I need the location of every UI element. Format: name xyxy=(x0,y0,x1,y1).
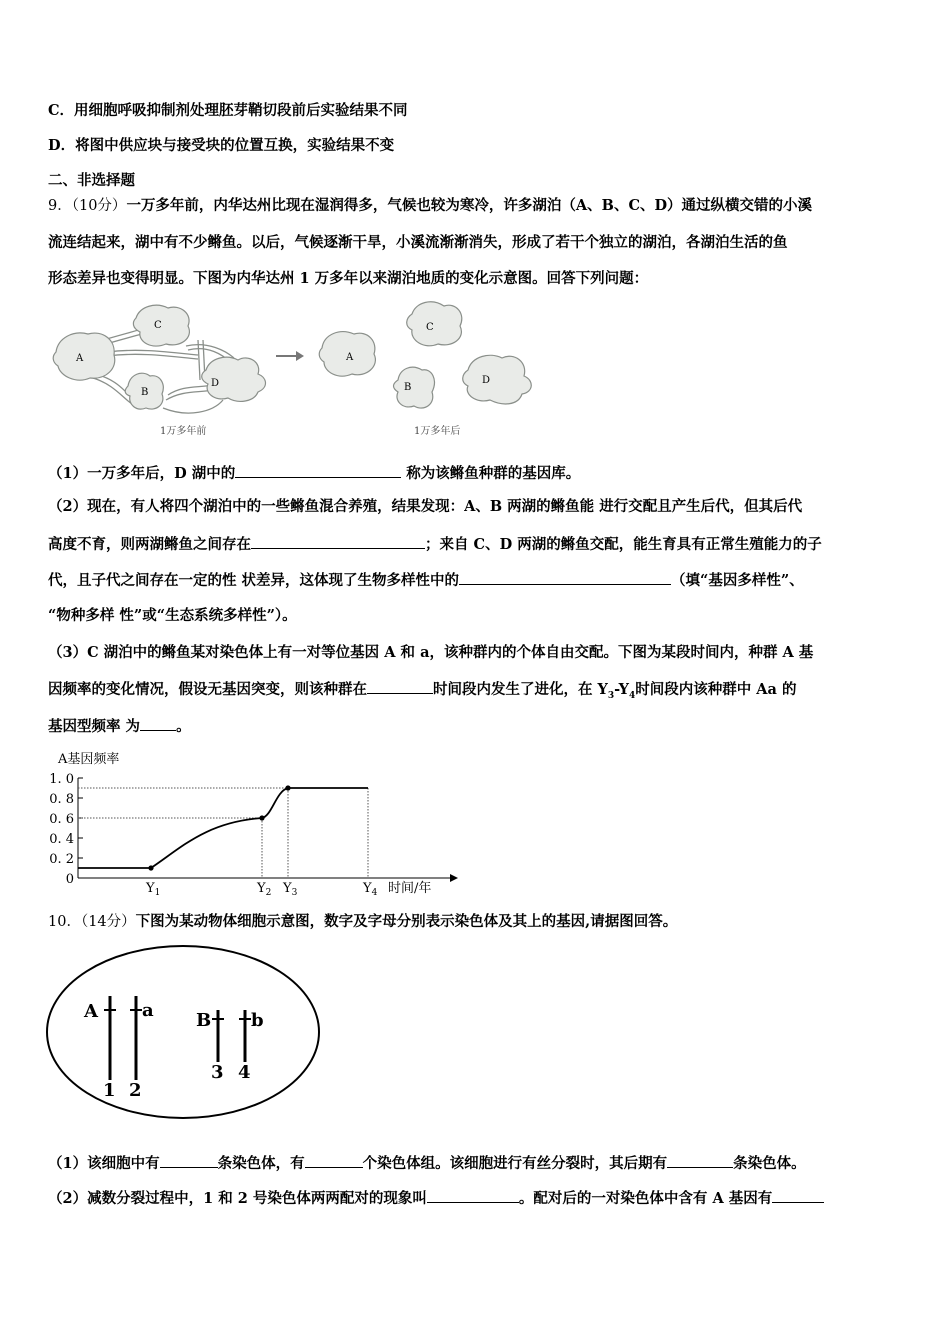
q9-part3-line1: （3）C 湖泊中的鳉鱼某对染色体上有一对等位基因 A 和 a，该种群内的个体自由交配。下图为某段时间内，种群 A 基 xyxy=(48,644,814,661)
answer-blank[interactable] xyxy=(427,1188,519,1203)
gene-label-a-dominant: A xyxy=(84,1001,98,1022)
q10-score: （14分） xyxy=(80,914,136,930)
y-tick-label: 0 xyxy=(65,872,74,887)
q10-part2: （2）减数分裂过程中，1 和 2 号染色体两两配对的现象叫 。配对后的一对染色体中含有 A 基因有 xyxy=(48,1188,824,1209)
answer-blank[interactable] xyxy=(667,1153,733,1168)
answer-blank[interactable] xyxy=(459,570,671,585)
option-d: D．将图中供应块与接受块的位置互换，实验结果不变 xyxy=(48,137,395,154)
answer-blank[interactable] xyxy=(140,716,176,731)
cell-outline xyxy=(47,946,319,1118)
answer-blank[interactable] xyxy=(251,534,425,549)
caption-before: 1万多年前 xyxy=(160,426,207,437)
lake-label-d-before: D xyxy=(211,378,220,389)
answer-blank[interactable] xyxy=(160,1153,218,1168)
y-tick-label: 0. 4 xyxy=(49,832,74,847)
q9-stem-line1: 9．（10分）一万多年前，内华达州比现在湿润得多，气候也较为寒冷，许多湖泊（A、B、C、D）通过纵横交错的小溪 xyxy=(48,197,813,214)
section-title: 二、非选择题 xyxy=(48,172,135,189)
x-tick-label: $Y_4$ xyxy=(363,881,378,896)
q9-part2-line3: 代，且子代之间存在一定的性 状差异，这体现了生物多样性中的 （填“基因多样性”、 xyxy=(48,572,804,589)
data-point xyxy=(285,785,290,790)
q9-part2-line4: “物种多样 性”或“生态系统多样性”）。 xyxy=(48,607,297,624)
q9-part2-line1: （2）现在，有人将四个湖泊中的一些鳉鱼混合养殖，结果发现：A、B 两湖的鳉鱼能 进行交配且产生后代，但其后代 xyxy=(48,498,803,515)
q10-stem: 10．（14分）下图为某动物体细胞示意图，数字及字母分别表示染色体及其上的基因,请据图回答。 xyxy=(48,913,678,930)
chromosome-number-2: 2 xyxy=(129,1080,142,1101)
lake-b-after xyxy=(394,367,435,408)
caption-after: 1万多年后 xyxy=(414,426,461,437)
y-tick-label: 0. 6 xyxy=(49,812,74,827)
x-axis-arrow-icon xyxy=(450,874,458,882)
lake-label-c-before: C xyxy=(154,320,162,331)
option-c: C．用细胞呼吸抑制剂处理胚芽鞘切段前后实验结果不同 xyxy=(48,102,408,119)
q9-stem-line2: 流连结起来，湖中有不少鳉鱼。以后，气候逐渐干旱，小溪流渐渐消失，形成了若干个独立的湖泊，各湖泊生活的鱼 xyxy=(48,234,788,251)
gene-frequency-chart xyxy=(48,744,468,896)
answer-blank[interactable] xyxy=(772,1188,824,1203)
arrow-icon xyxy=(276,351,304,361)
q10-part1: （1）该细胞中有 条染色体，有 个染色体组。该细胞进行有丝分裂时，其后期有 条染色体。 xyxy=(48,1155,806,1172)
x-tick-label: $Y_1$ xyxy=(146,881,161,896)
x-tick-label: $Y_2$ xyxy=(257,881,272,896)
cell-figure xyxy=(44,940,324,1130)
lake-label-a-before: A xyxy=(76,353,84,364)
y-tick-label: 0. 8 xyxy=(49,792,74,807)
q9-part3-line2: 因频率的变化情况，假设无基因突变，则该种群在 时间段内发生了进化，在 $Y_3-Y_4$时间段内该种群中 Aa 的 xyxy=(48,681,797,701)
lake-label-b-after: B xyxy=(404,382,412,393)
lake-figure xyxy=(48,300,548,445)
chart-ylabel: A基因频率 xyxy=(58,752,120,767)
gene-label-a-recessive: a xyxy=(142,1000,154,1021)
answer-blank[interactable] xyxy=(305,1153,363,1168)
chromosome-number-1: 1 xyxy=(103,1080,116,1101)
lake-label-a-after: A xyxy=(346,352,354,363)
lake-label-b-before: B xyxy=(141,387,149,398)
q9-part1: （1）一万多年后，D 湖中的 称为该鳉鱼种群的基因库。 xyxy=(48,465,581,482)
q9-stem-line3: 形态差异也变得明显。下图为内华达州 1 万多年以来湖泊地质的变化示意图。回答下列问题： xyxy=(48,270,649,287)
lake-label-c-after: C xyxy=(426,322,434,333)
lake-d-after xyxy=(463,355,532,404)
lake-a-before xyxy=(53,333,115,380)
chromosome-number-4: 4 xyxy=(238,1062,251,1083)
y-tick-label: 1. 0 xyxy=(49,772,74,787)
series-line xyxy=(78,788,368,868)
q9-number: 9． xyxy=(48,198,72,214)
gene-label-b-dominant: B xyxy=(196,1010,212,1031)
answer-blank[interactable] xyxy=(367,679,433,694)
answer-blank[interactable] xyxy=(235,463,401,478)
x-tick-label: $Y_3$ xyxy=(283,881,298,896)
lake-c-after xyxy=(407,302,462,346)
q9-part3-line3: 基因型频率 为 。 xyxy=(48,718,191,735)
q10-number: 10． xyxy=(48,914,81,930)
lake-label-d-after: D xyxy=(482,375,491,386)
gene-label-b-recessive: b xyxy=(251,1010,264,1031)
chart-xlabel: 时间/年 xyxy=(388,881,432,896)
q9-part2-line2: 高度不育，则两湖鳉鱼之间存在 ；来自 C、D 两湖的鳉鱼交配，能生育具有正常生殖能力的子 xyxy=(48,536,822,553)
data-point xyxy=(259,815,264,820)
chromosome-number-3: 3 xyxy=(211,1062,224,1083)
y-tick-label: 0. 2 xyxy=(49,852,74,867)
q9-score: （10分） xyxy=(71,198,127,214)
data-point xyxy=(148,865,153,870)
